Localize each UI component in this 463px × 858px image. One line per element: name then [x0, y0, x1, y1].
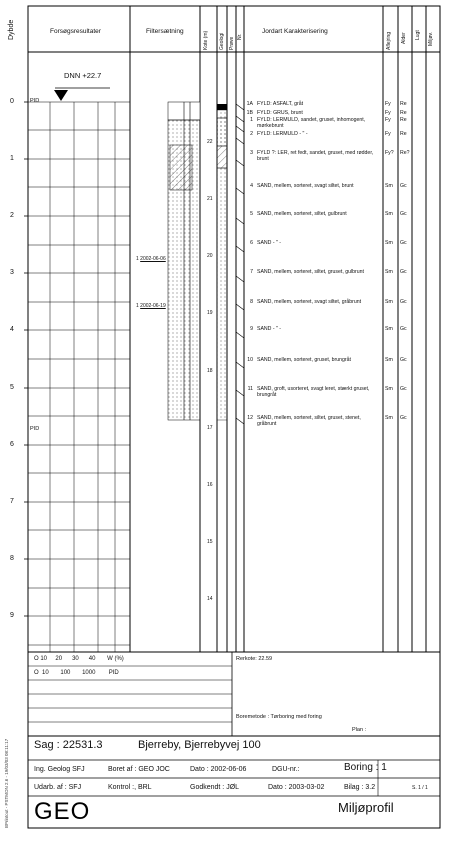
col-lugt-header: Lugt: [415, 30, 421, 40]
layer-deposit: Sm: [385, 299, 393, 305]
layer-description: SAND, mellem, sorteret, gruset, brungråt: [257, 357, 351, 363]
depth-axis-title: Dybde: [8, 19, 15, 40]
layer-description: SAND, groft, usorteret, svagt leret, stærkt gruset, brungråt: [257, 386, 370, 398]
dato-field: Dato : 2002-06-06: [190, 766, 247, 773]
layer-description: SAND, mellem, sorteret, siltet, gruset, gulbrunt: [257, 269, 364, 275]
pid-label: PID: [30, 98, 40, 104]
bilag-field: Bilag : 3.2: [344, 784, 376, 791]
layer-age: Gc: [400, 357, 407, 363]
kote-tick: 19: [207, 310, 213, 316]
pid-label: PID: [30, 426, 40, 432]
dgu-nr: DGU-nr.:: [272, 766, 300, 773]
layer-deposit: Sm: [385, 211, 393, 217]
col-geologi-header: Geologi: [219, 32, 225, 50]
kote-tick: 20: [207, 253, 213, 259]
site-name: Bjerreby, Bjerrebyvej 100: [138, 739, 261, 751]
layer-number: 12: [247, 415, 253, 421]
col-nr-header: Nr.: [237, 33, 243, 40]
layer-deposit: Fy?: [385, 150, 394, 156]
layer-number: 10: [247, 357, 253, 363]
depth-tick: 5: [10, 384, 14, 391]
depth-tick: 1: [10, 155, 14, 162]
layer-number: 4: [250, 183, 253, 189]
layer-age: Re: [400, 110, 407, 116]
layer-deposit: Sm: [385, 183, 393, 189]
depth-tick: 8: [10, 555, 14, 562]
layer-number: 3: [250, 150, 253, 156]
layer-deposit: Sm: [385, 240, 393, 246]
kote-tick: 21: [207, 196, 213, 202]
col-afl-header: Aflejring: [386, 31, 392, 50]
boret-af: Boret af : GEO JOC: [108, 766, 170, 773]
page-counter: S. 1 / 1: [412, 785, 428, 791]
layer-number: 11: [247, 386, 253, 392]
w-scale: O 10 20 30 40 W (%): [34, 656, 124, 662]
layer-deposit: Fy: [385, 131, 391, 137]
profile-type: Miljøprofil: [338, 800, 394, 815]
rerkote-text: Rerkote: 22.59: [236, 656, 273, 662]
layer-description: FYLD: ASFALT, gråt: [257, 101, 304, 107]
layer-age: Re: [400, 117, 407, 123]
depth-tick: 0: [10, 98, 14, 105]
col-alder-header: Alder: [401, 32, 407, 44]
plan-text: Plan :: [352, 727, 367, 733]
water-level-marker: 1 2002-06-06: [136, 256, 166, 262]
layer-age: Re?: [400, 150, 410, 156]
kote-tick: 16: [207, 482, 213, 488]
depth-tick: 2: [10, 212, 14, 219]
layer-description: FYLD: LERMULD, sandet, gruset, inhomogent, mørkebrunt: [257, 117, 366, 129]
layer-age: Gc: [400, 269, 407, 275]
boremetode-text: Boremetode : Tørboring med foring: [236, 714, 322, 720]
ing-geolog: Ing. Geolog SFJ: [34, 766, 85, 773]
layer-number: 8: [250, 299, 253, 305]
udarb-af: Udarb. af : SFJ: [34, 784, 82, 791]
col-tests-header: Forsøgsresultater: [50, 28, 101, 35]
layer-deposit: Sm: [385, 386, 393, 392]
layer-deposit: Sm: [385, 269, 393, 275]
layer-deposit: Fy: [385, 117, 391, 123]
depth-tick: 6: [10, 441, 14, 448]
layer-number: 7: [250, 269, 253, 275]
layer-deposit: Fy: [385, 110, 391, 116]
pid-scale: O 10 100 1000 PID: [34, 670, 119, 676]
layer-description: SAND - " -: [257, 326, 282, 332]
col-kote-header: Kote (m): [203, 30, 209, 50]
kote-tick: 14: [207, 596, 213, 602]
kote-tick: 18: [207, 368, 213, 374]
layer-description: SAND, mellem, sorteret, siltet, gruset, stenet, gråbrunt: [257, 415, 361, 427]
layer-description: SAND, mellem, sorteret, svagt siltet, brunt: [257, 183, 354, 189]
depth-tick: 3: [10, 269, 14, 276]
kote-tick: 22: [207, 139, 213, 145]
layer-number: 1A: [246, 101, 253, 107]
boring-number: Boring : 1: [344, 762, 387, 773]
depth-tick: 9: [10, 612, 14, 619]
layer-age: Gc: [400, 299, 407, 305]
water-level-marker: 1 2002-06-19: [136, 303, 166, 309]
layer-number: 2: [250, 131, 253, 137]
col-miljo-header: Miljøv.: [428, 31, 434, 46]
depth-tick: 7: [10, 498, 14, 505]
layer-age: Gc: [400, 415, 407, 421]
layer-number: 5: [250, 211, 253, 217]
layer-deposit: Sm: [385, 326, 393, 332]
layer-age: Re: [400, 101, 407, 107]
layer-number: 1: [250, 117, 253, 123]
layer-number: 1B: [246, 110, 253, 116]
col-prove-header: Prøve: [229, 36, 235, 50]
kontrol-field: Kontrol :, BRL: [108, 784, 152, 791]
kote-tick: 17: [207, 425, 213, 431]
layer-age: Gc: [400, 211, 407, 217]
layer-number: 6: [250, 240, 253, 246]
layer-age: Gc: [400, 183, 407, 189]
godkendt-field: Godkendt : JØL: [190, 784, 240, 791]
layer-description: FYLD: GRUS, brunt: [257, 110, 303, 116]
printout-side-text: BPrintout - PSTMON 2.6 - 19/03/03 08:11:17: [4, 738, 9, 828]
elevation-label: DNN +22.7: [64, 71, 102, 80]
layer-age: Gc: [400, 240, 407, 246]
dato2-field: Dato : 2003-03-02: [268, 784, 325, 791]
layer-description: SAND, mellem, sorteret, siltet, gulbrunt: [257, 211, 347, 217]
col-desc-header: Jordart Karakterisering: [262, 28, 328, 35]
layer-deposit: Fy: [385, 101, 391, 107]
kote-tick: 15: [207, 539, 213, 545]
depth-tick: 4: [10, 326, 14, 333]
layer-age: Gc: [400, 386, 407, 392]
layer-deposit: Sm: [385, 415, 393, 421]
layer-description: SAND - " -: [257, 240, 282, 246]
layer-deposit: Sm: [385, 357, 393, 363]
layer-age: Gc: [400, 326, 407, 332]
layer-age: Re: [400, 131, 407, 137]
layer-description: FYLD ?: LER, ret fedt, sandet, gruset, med rødder, brunt: [257, 150, 374, 162]
layer-description: SAND, mellem, sorteret, svagt siltet, gråbrunt: [257, 299, 362, 305]
sag-number: Sag : 22531.3: [34, 739, 103, 751]
layer-number: 9: [250, 326, 253, 332]
col-filter-header: Filtersætning: [146, 28, 184, 35]
geo-logo: GEO: [34, 798, 91, 825]
layer-description: FYLD: LERMULD - " -: [257, 131, 308, 137]
